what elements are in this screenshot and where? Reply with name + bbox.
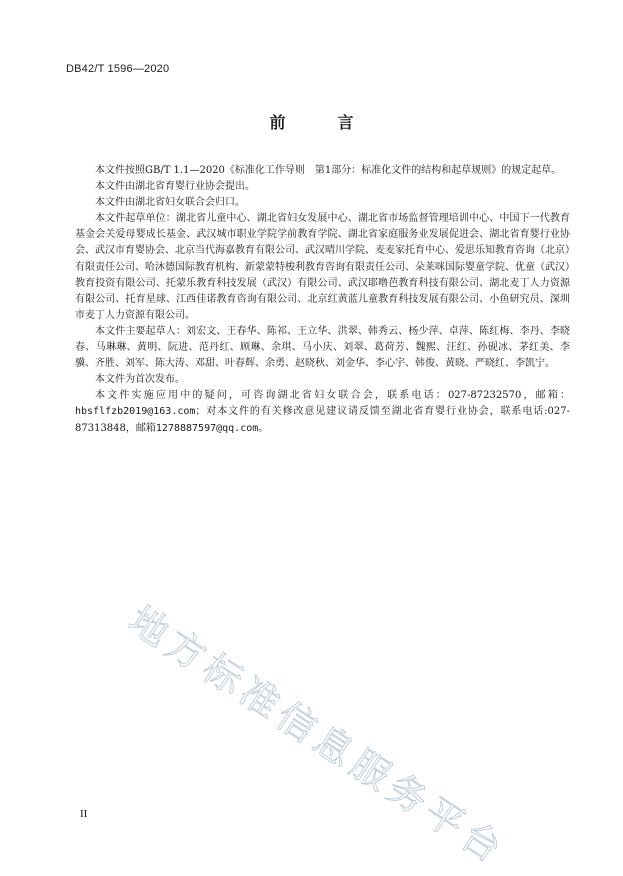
paragraph-drafting-rules: 本文件按照GB/T 1.1—2020《标准化工作导则 第1部分：标准化文件的结构和起草规则》的规定起草。 xyxy=(95,165,562,176)
contact-end: 。 xyxy=(258,422,269,434)
contact-email-2: 1278887597@qq.com xyxy=(155,422,259,434)
paragraph-managed-by: 本文件由湖北省妇女联合会归口。 xyxy=(95,197,245,209)
paragraph-drafting-units: 本文件起草单位：湖北省儿童中心、湖北省妇女发展中心、湖北省市场监督管理培训中心、中国下一代教育基金会关爱母婴成长基金、武汉城市职业学院学前教育学院、湖北省家庭服务业发展促进会、湖北省育婴行业协会、武汉市育婴协会、北京当代海嘉教育有限公司、武汉晴川学院、麦麦家托育中心、爱思乐知教育咨询（北京）有限责任公司、哈沐德国际教育机构、新蒙蒙特梭利教育咨询有限责任公司、朵莱咪国际婴童学院、优童（武汉）教育投资有限公司、托蒙乐教育科技发展（武汉）有限公司、武汉耶噜芭教育科技有限公司、湖北麦丁人力资源有限公司、托育星球、江西佳诺教育咨询有限公司、北京红黄蓝儿童教育科技发展有限公司、小鱼研究员、深圳市麦丁人力资源有限公司。 xyxy=(75,213,570,321)
paragraph-drafters: 本文件主要起草人：刘宏文、王春华、陈祁、王立华、洪翠、韩秀云、杨少萍、卓萍、陈红梅、李丹、李晓春、马琳琳、黄明、阮进、范丹红、顾琳、余琪、马小庆、刘翠、葛荷芳、魏熙、汪红、孙砚冰、茅红美、李骥、齐胜、刘军、陈大涛、邓甜、叶春辉、余勇、赵晓秋、刘金华、李心宇、韩俊、黄晓、严晓红、李凯宁。 xyxy=(75,325,570,370)
paragraph-first-release: 本文件为首次发布。 xyxy=(95,374,185,386)
page-number: II xyxy=(80,808,88,820)
contact-email-1: hbsflfzb2019@163.com xyxy=(75,406,196,418)
contact-middle: ；对本文件的有关修改意见建议请反馈至湖北省育婴行业协会，联系电话:027-87313848，邮箱 xyxy=(75,406,570,434)
standard-code: DB42/T 1596—2020 xyxy=(66,63,170,75)
watermark: 地方标准信息服务平台 xyxy=(121,597,515,875)
contact-prefix: 本文件实施应用中的疑问，可咨询湖北省妇女联合会，联系电话：027-87232570，邮箱： xyxy=(95,390,570,402)
paragraph-proposed-by: 本文件由湖北省育婴行业协会提出。 xyxy=(95,181,255,193)
foreword-body xyxy=(75,163,570,437)
paragraph-contact xyxy=(75,388,570,436)
page-title: 前 言 xyxy=(269,113,372,132)
